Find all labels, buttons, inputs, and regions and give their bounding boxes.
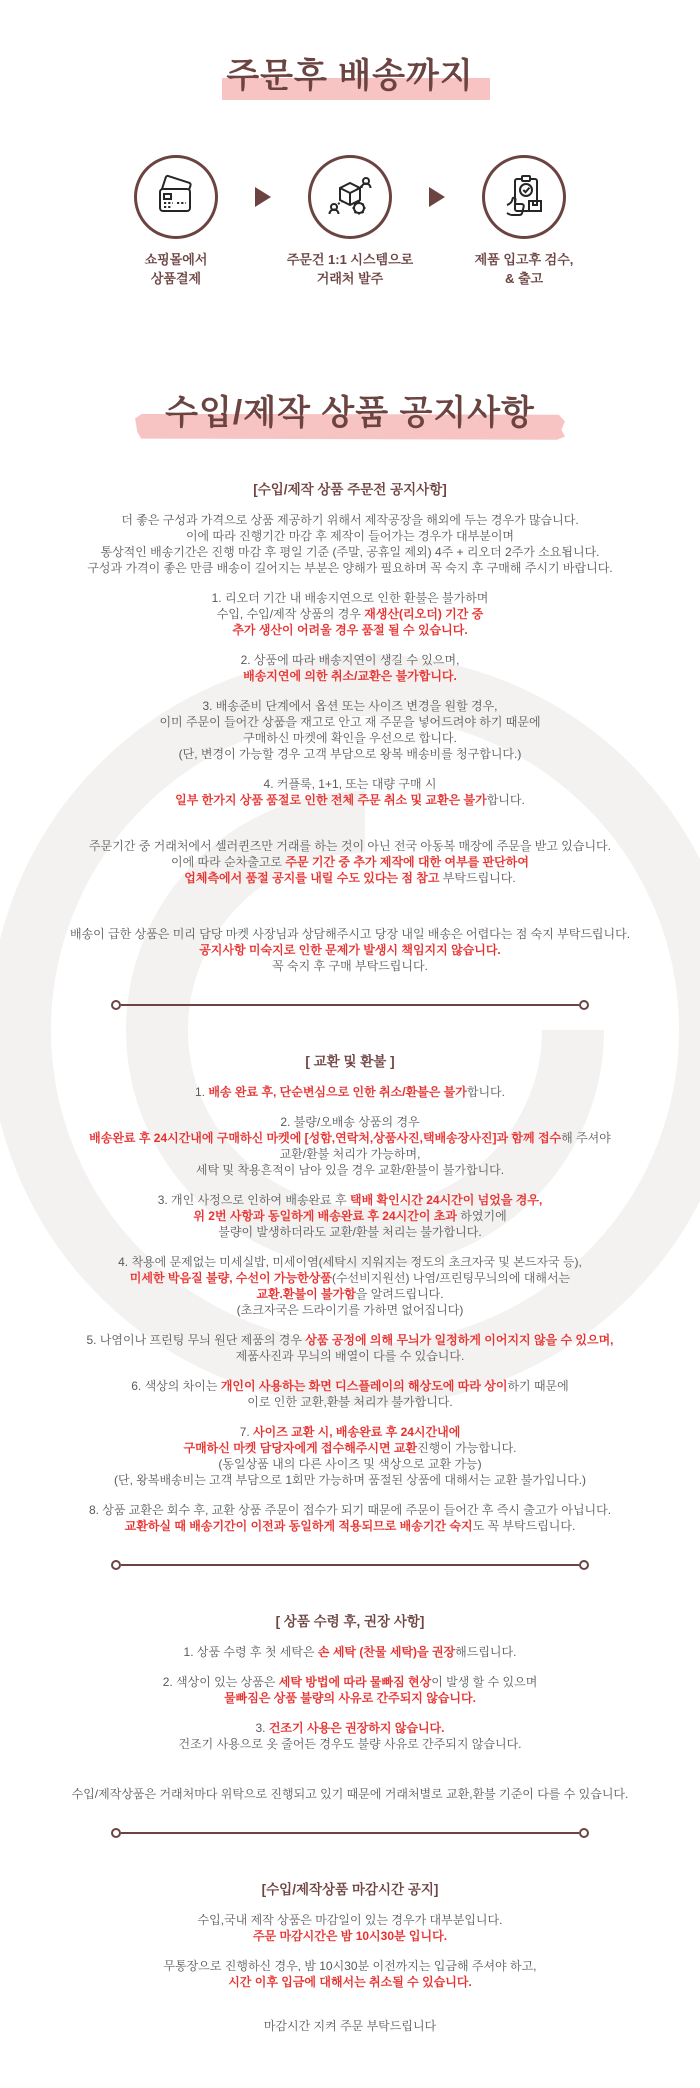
notice-line <box>20 1644 680 1660</box>
notice-line <box>20 1378 680 1394</box>
page-title-text: 주문후 배송까지 <box>226 57 474 95</box>
notice-line <box>20 1974 680 1990</box>
notice-paragraph <box>20 1084 680 1100</box>
step-label-line: & 출고 <box>504 270 544 286</box>
notice-line <box>20 1302 680 1318</box>
notice-text-alert: 상품 공정에 의해 무늬가 일정하게 이어지지 않을 수 있으며, <box>305 1332 614 1347</box>
notice-text: 구성과 가격이 좋은 만큼 배송이 길어지는 부분은 양해가 필요하며 꼭 숙지 후 구매해 주시기 바랍니다. <box>87 560 613 575</box>
notice-text-alert: 구매하신 마켓 담당자에게 접수해주시면 교환 <box>183 1440 418 1455</box>
notice-text: 이에 따라 진행기간 마감 후 제작이 들어가는 경우가 대부분이며 <box>185 528 515 543</box>
notice-text: 부탁드립니다. <box>439 870 516 885</box>
step-order-system <box>261 155 439 289</box>
notice-line <box>20 1332 680 1348</box>
notice-text-alert: 일부 한가지 상품 품절로 인한 전체 주문 취소 및 교환은 불가 <box>175 792 487 807</box>
notice-title <box>165 385 535 434</box>
notice-line <box>20 746 680 762</box>
notice-text-alert: 교환하실 때 배송기간이 이전과 동일하게 적용되므로 배송기간 숙지 <box>124 1518 473 1533</box>
notice-text: 4. 커플룩, 1+1, 또는 대량 구매 시 <box>263 776 437 791</box>
notice-text: 주문기간 중 거래처에서 셀러퀸즈만 거래를 하는 것이 아닌 전국 아동복 매장에 주문을 받고 있습니다. <box>89 838 611 853</box>
notice-line <box>20 1502 680 1518</box>
section-heading: [ 상품 수령 후, 권장 사항] <box>275 1613 425 1629</box>
notice-line <box>20 1224 680 1240</box>
step-circle <box>134 155 218 239</box>
notice-text: 해 주셔야 <box>561 1130 611 1145</box>
divider-ring <box>579 1000 589 1010</box>
notice-line <box>20 1440 680 1456</box>
notice-line <box>20 652 680 668</box>
notice-text-alert: 배송완료 후 24시간내에 구매하신 마켓에 [성함,연락처,상품사진,택배송장사진]과 함께 접수 <box>89 1130 562 1145</box>
notice-text: 1. <box>195 1084 209 1099</box>
notice-text: 수입, 수입/제작 상품의 경우 <box>216 606 365 621</box>
notice-line <box>20 544 680 560</box>
divider-rule <box>121 1004 579 1006</box>
notice-text-alert: 재생산(리오더) 기간 중 <box>364 606 484 621</box>
notice-line <box>20 776 680 792</box>
notice-text: 무통장으로 진행하신 경우, 밤 10시30분 이전까지는 입금해 주셔야 하고, <box>163 1958 537 1973</box>
notice-text: (수선비지원선) 나염/프린팅무늬의에 대해서는 <box>331 1270 571 1285</box>
notice-text: 도 꼭 부탁드립니다. <box>472 1518 576 1533</box>
notice-line <box>20 528 680 544</box>
step-circle <box>308 155 392 239</box>
step-label <box>145 251 208 289</box>
notice-paragraph <box>20 1502 680 1534</box>
notice-line <box>20 1912 680 1928</box>
notice-paragraph <box>20 1254 680 1318</box>
section-heading: [수입/제작 상품 주문전 공지사항] <box>253 481 447 497</box>
notice-text-alert: 공지사항 미숙지로 인한 문제가 발생시 책임지지 않습니다. <box>199 942 501 957</box>
notice-text-alert: 교환.환불이 불가함 <box>256 1286 356 1301</box>
notice-text: 을 알려드립니다. <box>355 1286 444 1301</box>
notice-text: 진행이 가능합니다. <box>417 1440 517 1455</box>
notice-paragraph <box>20 1958 680 1990</box>
notice-text: 구매하신 마켓에 확인을 우선으로 합니다. <box>243 730 457 745</box>
notice-text: 5. 나염이나 프린팅 무늬 원단 제품의 경우 <box>86 1332 306 1347</box>
notice-text-alert: 개인이 사용하는 화면 디스플레이의 해상도에 따라 상이 <box>220 1378 508 1393</box>
notice-paragraph <box>20 838 680 886</box>
notice-text: 7. <box>239 1424 254 1439</box>
notice-paragraph <box>20 1332 680 1364</box>
notice-text-alert: 업체측에서 품절 공지를 내릴 수도 있다는 점 참고 <box>184 870 440 885</box>
notice-text: 8. 상품 교환은 회수 후, 교환 상품 주문이 접수가 되기 때문에 주문이 들어간 후 즉시 출고가 아닙니다. <box>88 1502 612 1517</box>
step-inspection <box>435 155 613 289</box>
notice-line <box>20 714 680 730</box>
step-label-line: 쇼핑몰에서 <box>144 252 208 267</box>
notice-text-alert: 택배 확인시간 24시간이 넘었을 경우, <box>350 1192 543 1207</box>
page-title <box>226 48 473 97</box>
notice-line <box>20 698 680 714</box>
notice-line <box>20 1518 680 1534</box>
step-payment <box>87 155 265 289</box>
notice-text-alert: 배송 완료 후, 단순변심으로 인한 취소/환불은 불가 <box>208 1084 467 1099</box>
notice-paragraph <box>20 776 680 808</box>
notice-line <box>20 730 680 746</box>
notice-text: 통상적인 배송기간은 진행 마감 후 평일 기준 (주말, 공휴일 제외) 4주 + 리오더 2주가 소요됩니다. <box>100 544 600 559</box>
notice-paragraph <box>20 926 680 974</box>
step-label <box>475 251 574 289</box>
notice-text: 배송이 급한 상품은 미리 담당 마켓 사장님과 상담해주시고 당장 내일 배송은 어렵다는 점 숙지 부탁드립니다. <box>69 926 631 941</box>
notice-line <box>20 1286 680 1302</box>
notice-line <box>20 958 680 974</box>
notice-paragraph <box>20 1114 680 1178</box>
notice-text: (동일상품 내의 다른 사이즈 및 색상으로 교환 가능) <box>218 1456 482 1471</box>
notice-line <box>20 1958 680 1974</box>
notice-text-alert: 건조기 사용은 권장하지 않습니다. <box>268 1720 445 1735</box>
step-circle <box>482 155 566 239</box>
notice-line <box>20 1114 680 1130</box>
notice-paragraph <box>20 1912 680 1944</box>
notice-text: 합니다. <box>466 1084 505 1099</box>
notice-text: 6. 색상의 차이는 <box>131 1378 221 1393</box>
notice-text: 4. 착용에 문제없는 미세실밥, 미세이염(세탁시 지워지는 정도의 초크자국 및 본드자국 등), <box>118 1254 582 1269</box>
notice-line <box>20 1162 680 1178</box>
notice-line <box>20 668 680 684</box>
notice-text-alert: 시간 이후 입금에 대해서는 취소될 수 있습니다. <box>228 1974 472 1989</box>
section-divider <box>111 1560 589 1570</box>
notice-text: 하였기에 <box>456 1208 507 1223</box>
notice-line <box>20 1270 680 1286</box>
notice-line <box>20 606 680 622</box>
notice-text: 2. 불량/오배송 상품의 경우 <box>280 1114 420 1129</box>
notice-text: 수입/제작상품은 거래처마다 위탁으로 진행되고 있기 때문에 거래처별로 교환,환불 기준이 다를 수 있습니다. <box>71 1786 629 1801</box>
notice-text: 이로 인한 교환,환불 처리가 불가합니다. <box>247 1394 453 1409</box>
notice-text: 이에 따라 순차출고로 <box>171 854 286 869</box>
notice-line <box>20 1456 680 1472</box>
notice-line <box>20 1146 680 1162</box>
notice-line <box>20 1786 680 1802</box>
notice-line <box>20 1084 680 1100</box>
notice-text: 1. 리오더 기간 내 배송지연으로 인한 환불은 불가하며 <box>211 590 489 605</box>
notice-text-alert: 배송지연에 의한 취소/교환은 불가합니다. <box>243 668 457 683</box>
notice-text: 3. 배송준비 단계에서 옵션 또는 사이즈 변경을 원할 경우, <box>202 698 498 713</box>
notice-line <box>20 1130 680 1146</box>
notice-text-alert: 위 2번 사항과 동일하게 배송완료 후 24시간이 초과 <box>193 1208 457 1223</box>
order-process-steps <box>20 155 680 289</box>
step-label-line: 거래처 발주 <box>316 270 384 286</box>
order-system-icon <box>326 173 374 221</box>
notice-text: 합니다. <box>486 792 525 807</box>
step-label <box>287 251 413 289</box>
notice-text: (초크자국은 드라이기를 가하면 없어집니다) <box>236 1302 464 1317</box>
notice-line <box>20 590 680 606</box>
step-label-line: 주문건 1:1 시스템으로 <box>286 252 414 267</box>
section-heading: [수입/제작상품 마감시간 공지] <box>261 1881 439 1897</box>
notice-text-alert: 주문 기간 중 추가 제작에 대한 여부를 판단하여 <box>285 854 529 869</box>
notice-line <box>20 1394 680 1410</box>
step-label-line: 제품 입고후 검수, <box>474 252 574 267</box>
notice-text: 꼭 숙지 후 구매 부탁드립니다. <box>272 958 428 973</box>
notice-text: 3. 개인 사정으로 인하여 배송완료 후 <box>157 1192 350 1207</box>
notice-title-text: 수입/제작 상품 공지사항 <box>165 393 535 432</box>
notice-text: 2. 색상이 있는 상품은 <box>162 1674 279 1689</box>
notice-body <box>20 434 680 2034</box>
notice-paragraph <box>20 590 680 638</box>
notice-text-alert: 손 세탁 (찬물 세탁)을 권장 <box>317 1644 456 1659</box>
notice-line <box>20 1424 680 1440</box>
notice-text: 수입,국내 제작 상품은 마감일이 있는 경우가 대부분입니다. <box>197 1912 503 1927</box>
notice-line <box>20 512 680 528</box>
notice-line <box>20 1472 680 1488</box>
notice-text: (단, 왕복배송비는 고객 부담으로 1회만 가능하며 품절된 상품에 대해서는 교환 불가입니다.) <box>114 1472 586 1487</box>
notice-text-alert: 주문 마감시간은 밤 10시30분 입니다. <box>252 1928 448 1943</box>
notice-paragraph <box>20 2018 680 2034</box>
notice-line <box>20 560 680 576</box>
notice-line <box>20 942 680 958</box>
notice-text: 이미 주문이 들어간 상품을 재고로 안고 재 주문을 넣어드려야 하기 때문에 <box>159 714 541 729</box>
divider-ring <box>111 1000 121 1010</box>
notice-line <box>20 838 680 854</box>
notice-text-alert: 추가 생산이 어려울 경우 품절 될 수 있습니다. <box>232 622 468 637</box>
notice-line <box>20 2018 680 2034</box>
notice-text: 마감시간 지켜 주문 부탁드립니다 <box>263 2018 437 2033</box>
notice-text: 1. 상품 수령 후 첫 세탁은 <box>183 1644 318 1659</box>
notice-text: 더 좋은 구성과 가격으로 상품 제공하기 위해서 제작공장을 해외에 두는 경우가 많습니다. <box>121 512 579 527</box>
notice-line <box>20 1208 680 1224</box>
notice-line <box>20 1690 680 1706</box>
notice-text: 세탁 및 착용흔적이 남아 있을 경우 교환/환불이 불가합니다. <box>195 1162 505 1177</box>
notice-line <box>20 1348 680 1364</box>
divider-rule <box>121 1832 579 1834</box>
notice-line <box>20 1674 680 1690</box>
section-divider <box>111 1000 589 1010</box>
divider-ring <box>111 1828 121 1838</box>
section-heading: [ 교환 및 환불 ] <box>305 1053 395 1069</box>
notice-text: 불량이 발생하더라도 교환/환불 처리는 불가합니다. <box>218 1224 482 1239</box>
notice-text-alert: 미세한 박음질 불량, 수선이 가능한상품 <box>129 1270 332 1285</box>
notice-text-alert: 세탁 방법에 따라 물빠짐 현상 <box>278 1674 432 1689</box>
notice-text: 2. 상품에 따라 배송지연이 생길 수 있으며, <box>240 652 460 667</box>
notice-paragraph <box>20 698 680 762</box>
divider-ring <box>111 1560 121 1570</box>
notice-text: 제품사진과 무늬의 배열이 다를 수 있습니다. <box>235 1348 465 1363</box>
notice-paragraph <box>20 1720 680 1752</box>
notice-line <box>20 1736 680 1752</box>
divider-ring <box>579 1828 589 1838</box>
notice-paragraph <box>20 512 680 576</box>
notice-text: 교환/환불 처리가 가능하며, <box>279 1146 421 1161</box>
notice-paragraph <box>20 652 680 684</box>
notice-line <box>20 1720 680 1736</box>
notice-line <box>20 854 680 870</box>
notice-line <box>20 622 680 638</box>
divider-rule <box>121 1564 579 1566</box>
section-divider <box>111 1828 589 1838</box>
notice-text: 3. <box>255 1720 269 1735</box>
credit-card-icon <box>152 173 200 221</box>
notice-text-alert: 물빠짐은 상품 불량의 사유로 간주되지 않습니다. <box>224 1690 476 1705</box>
notice-text-alert: 사이즈 교환 시, 배송완료 후 24시간내에 <box>253 1424 461 1439</box>
notice-text: 이 발생 할 수 있으며 <box>431 1674 538 1689</box>
divider-ring <box>579 1560 589 1570</box>
notice-paragraph <box>20 1674 680 1706</box>
notice-text: 건조기 사용으로 옷 줄어든 경우도 불량 사유로 간주되지 않습니다. <box>178 1736 522 1751</box>
notice-paragraph <box>20 1644 680 1660</box>
notice-line <box>20 870 680 886</box>
inspection-icon <box>500 173 548 221</box>
notice-paragraph <box>20 1378 680 1410</box>
notice-paragraph <box>20 1424 680 1488</box>
notice-text: 해드립니다. <box>455 1644 517 1659</box>
notice-line <box>20 792 680 808</box>
notice-text: (단, 변경이 가능할 경우 고객 부담으로 왕복 배송비를 청구합니다.) <box>178 746 522 761</box>
step-label-line: 상품결제 <box>150 270 202 286</box>
notice-line <box>20 1928 680 1944</box>
notice-line <box>20 926 680 942</box>
notice-line <box>20 1254 680 1270</box>
notice-paragraph <box>20 1192 680 1240</box>
notice-text: 하기 때문에 <box>507 1378 569 1393</box>
notice-paragraph <box>20 1786 680 1802</box>
notice-line <box>20 1192 680 1208</box>
